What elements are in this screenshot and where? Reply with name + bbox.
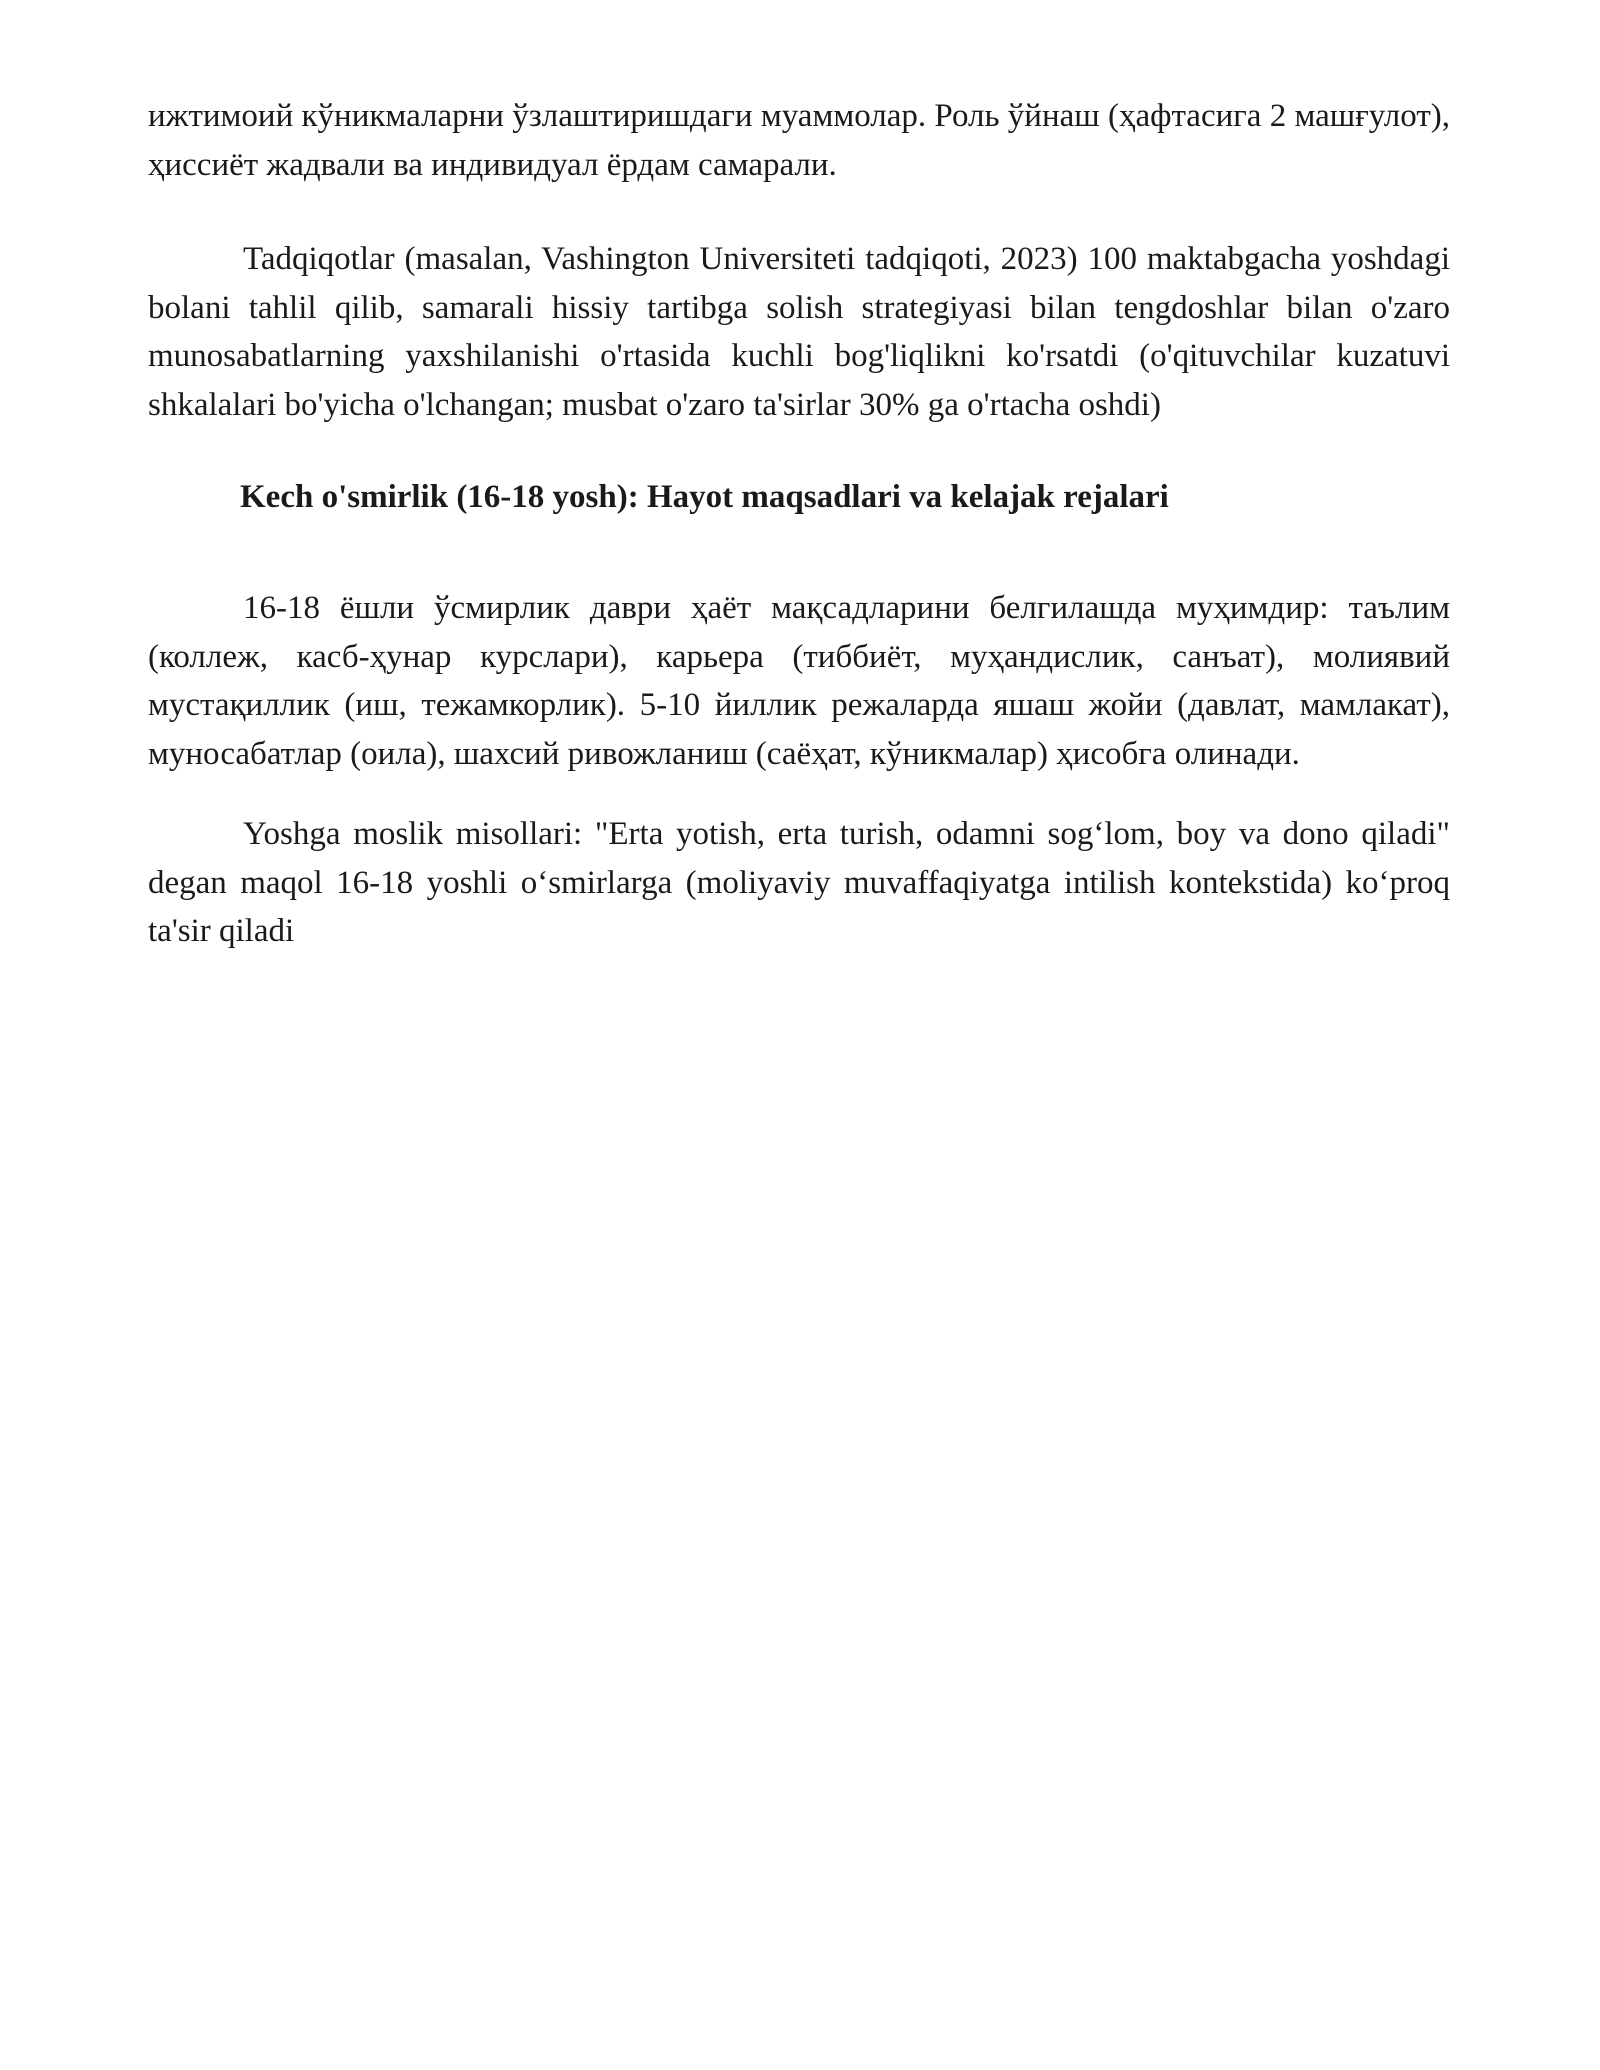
paragraph-social-skills: ижтимоий кўникмаларни ўзлаштиришдаги муаммолар. Роль ўйнаш (ҳафтасига 2 машғулот), ҳиссиёт жадвали ва индивидуал ёрдам самарали. — [148, 98, 1450, 183]
paragraph-age-examples: Yoshga moslik misollari: "Erta yotish, erta turish, odamni sog‘lom, boy va dono qiladi" degan maqol 16-18 yoshli o‘smirlarga (moliyaviy muvaffaqiyatga intilish kontekstida) ko‘proq ta'sir qiladi — [148, 816, 1450, 949]
section-heading: Kech o'smirlik (16-18 yosh): Hayot maqsadlari va kelajak rejalari — [240, 479, 1169, 515]
paragraph-research: Tadqiqotlar (masalan, Vashington Universiteti tadqiqoti, 2023) 100 maktabgacha yoshdagi bolani tahlil qilib, samarali hissiy tartibga solish strategiyasi bilan tengdoshlar bilan o'zaro munosabatlarning yaxshilanishi o'rtasida kuchli bog'liqlikni ko'rsatdi (o'qituvchilar kuzatuvi shkalalari bo'yicha o'lchangan; musbat o'zaro ta'sirlar 30% ga o'rtacha oshdi) — [148, 241, 1450, 423]
document-body — [148, 92, 1450, 956]
paragraph-life-goals: 16-18 ёшли ўсмирлик даври ҳаёт мақсадларини белгилашда муҳимдир: таълим (коллеж, касб-ҳунар курслари), карьера (тиббиёт, муҳандислик, санъат), молиявий мустақиллик (иш, тежамкорлик). 5-10 йиллик режаларда яшаш жойи (давлат, мамлакат), муносабатлар (оила), шахсий ривожланиш (саёҳат, кўникмалар) ҳисобга олинади. — [148, 590, 1450, 772]
